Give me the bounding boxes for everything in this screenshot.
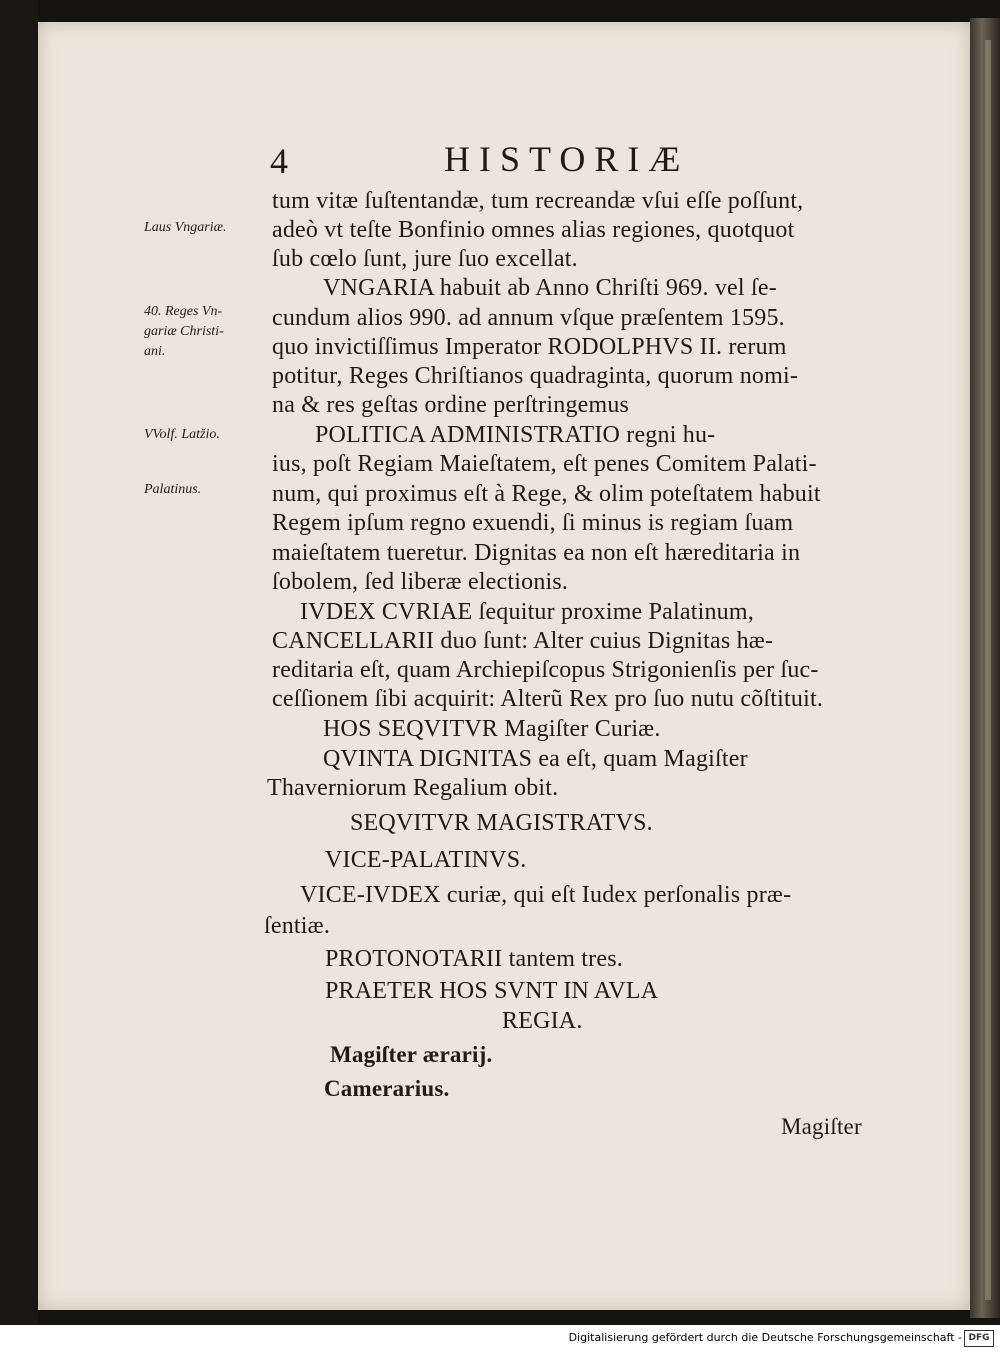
- text-line: QVINTA DIGNITAS ea eſt, quam Magiſter: [323, 746, 748, 772]
- list-item: Magiſter ærarij.: [330, 1042, 493, 1067]
- text-line: tum vitæ ſuſtentandæ, tum recreandæ vſui eſſe poſſunt,: [272, 188, 804, 214]
- text-line: maieſtatem tueretur. Dignitas ea non eſt hæreditaria in: [272, 540, 801, 566]
- text-line: quo invictiſſimus Imperator RODOLPHVS II. rerum: [272, 334, 787, 360]
- text-line: PROTONOTARII tantem tres.: [325, 946, 623, 972]
- margin-note: ani.: [144, 344, 166, 359]
- funding-credit: Digitalisierung gefördert durch die Deutsche Forschungsgemeinschaft -: [568, 1331, 962, 1344]
- page-number: 4: [270, 141, 288, 181]
- section-heading: PRAETER HOS SVNT IN AVLA: [325, 978, 659, 1004]
- text-line: POLITICA ADMINISTRATIO regni hu-: [315, 422, 716, 448]
- text-line: CANCELLARII duo ſunt: Alter cuius Dignitas hæ-: [272, 628, 774, 654]
- section-heading: VICE-PALATINVS.: [325, 847, 527, 873]
- running-title: HISTORIÆ: [444, 139, 690, 179]
- text-line: HOS SEQVITVR Magiſter Curiæ.: [323, 716, 661, 742]
- text-line: reditaria eſt, quam Archiepiſcopus Strigonienſis per ſuc-: [272, 657, 819, 683]
- book-page-edge-band: [985, 40, 991, 1300]
- margin-note: Laus Vngariæ.: [144, 220, 227, 235]
- text-line: adeò vt teſte Bonfinio omnes alias regiones, quotquot: [272, 217, 795, 243]
- margin-note: Palatinus.: [144, 482, 202, 497]
- text-line: ſub cœlo ſunt, jure ſuo excellat.: [272, 246, 578, 272]
- section-heading: SEQVITVR MAGISTRATVS.: [350, 810, 653, 836]
- text-line: na & res geſtas ordine perſtringemus: [272, 392, 630, 418]
- margin-note: 40. Reges Vn-: [144, 304, 223, 319]
- dfg-logo: DFG: [964, 1330, 994, 1347]
- text-line: IVDEX CVRIAE ſequitur proxime Palatinum,: [300, 599, 754, 625]
- text-line: VNGARIA habuit ab Anno Chriſti 969. vel ſe-: [323, 275, 777, 301]
- scan-left-edge: [0, 0, 38, 1325]
- text-line: potitur, Reges Chriſtianos quadraginta, quorum nomi-: [272, 363, 799, 389]
- margin-note: VVolf. Latžio.: [144, 427, 220, 442]
- text-line: cundum alios 990. ad annum vſque præſentem 1595.: [272, 305, 785, 331]
- list-item: Camerarius.: [324, 1076, 450, 1101]
- text-line: ceſſionem ſibi acquirit: Alterũ Rex pro ſuo nutu cõſtituit.: [272, 686, 824, 712]
- text-line: VICE-IVDEX curiæ, qui eſt Iudex perſonalis præ-: [300, 882, 792, 908]
- text-line: Thaverniorum Regalium obit.: [267, 775, 559, 801]
- catchword: Magiſter: [781, 1114, 862, 1139]
- margin-note: gariæ Christi-: [144, 324, 224, 339]
- text-line: num, qui proximus eſt à Rege, & olim poteſtatem habuit: [272, 481, 821, 507]
- book-page: [38, 22, 970, 1310]
- text-line: ius, poſt Regiam Maieſtatem, eſt penes Comitem Palati-: [272, 451, 817, 477]
- text-line: ſentiæ.: [264, 913, 331, 939]
- footer-bar: [0, 1325, 1000, 1352]
- text-line: ſobolem, ſed liberæ electionis.: [272, 569, 569, 595]
- section-heading: REGIA.: [502, 1008, 583, 1034]
- text-line: Regem ipſum regno exuendi, ſi minus is regiam ſuam: [272, 510, 794, 536]
